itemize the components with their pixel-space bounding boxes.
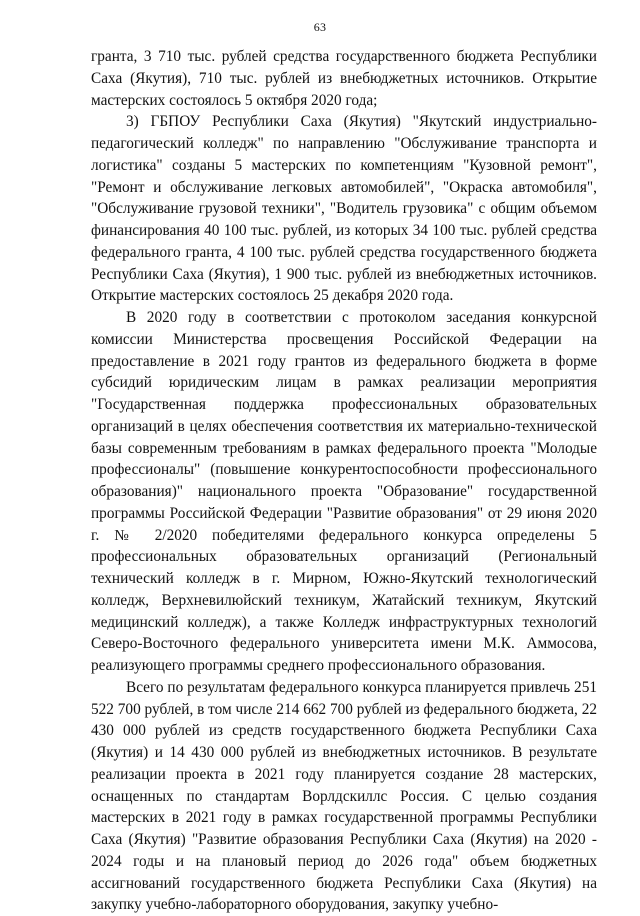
document-body bbox=[91, 46, 597, 916]
paragraph-continuation: гранта, 3 710 тыс. рублей средства государственного бюджета Республики Саха (Якутия), 710 тыс. рублей из внебюджетных источников. Открытие мастерских состоялось 5 октября 2020 года; bbox=[91, 48, 597, 109]
paragraph-competition-results: В 2020 году в соответствии с протоколом заседания конкурсной комиссии Министерства просвещения Российской Федерации на предоставление в 2021 году грантов из федерального бюджета в форме субсидий юридическим лицам в рамках реализации мероприятия "Государственная поддержка профессиональных образовательных организаций в целях обеспечения соответствия их материально-технической базы современным требованиям в рамках федерального проекта "Молодые профессионалы" (повышение конкурентоспособности профессионального образования)" национального проекта "Образование" государственной программы Российской Федерации "Развитие образования" от 29 июня 2020 г. № 2/2020 победителями федерального конкурса определены 5 профессиональных образовательных организаций (Региональный технический колледж в г. Мирном, Южно-Якутский технологический колледж, Верхневилюйский техникум, Жатайский техникум, Якутский медицинский колледж), а также Колледж инфраструктурных технологий Северо-Восточного федерального университета имени М.К. Аммосова, реализующего программы среднего профессионального образования. bbox=[91, 309, 597, 674]
paragraph-financing-total: Всего по результатам федерального конкурса планируется привлечь 251 522 700 рублей, в том числе 214 662 700 рублей из федерального бюджета, 22 430 000 рублей из средств государственного бюджета Республики Саха (Якутия) и 14 430 000 рублей из внебюджетных источников. В результате реализации проекта в 2021 году планируется создание 28 мастерских, оснащенных по стандартам Ворлдскиллс Россия. С целью создания мастерских в 2021 году в рамках государственной программы Республики Саха (Якутия) "Развитие образования Республики Саха (Якутия) на 2020 - 2024 годы и на плановый период до 2026 года" объем бюджетных ассигнований государственного бюджета Республики Саха (Якутия) на закупку учебно-лабораторного оборудования, закупку учебно- bbox=[91, 678, 597, 914]
paragraph-item-3: 3) ГБПОУ Республики Саха (Якутия) "Якутский индустриально-педагогический колледж" по направлению "Обслуживание транспорта и логистика" созданы 5 мастерских по компетенциям "Кузовной ремонт", "Ремонт и обслуживание легковых автомобилей", "Окраска автомобиля", "Обслуживание грузовой техники", "Водитель грузовика" с общим объемом финансирования 40 100 тыс. рублей, из которых 34 100 тыс. рублей средства федерального гранта, 4 100 тыс. рублей средства государственного бюджета Республики Саха (Якутия), 1 900 тыс. рублей из внебюджетных источников. Открытие мастерских состоялось 25 декабря 2020 года. bbox=[91, 113, 597, 305]
page-number: 63 bbox=[313, 20, 327, 34]
